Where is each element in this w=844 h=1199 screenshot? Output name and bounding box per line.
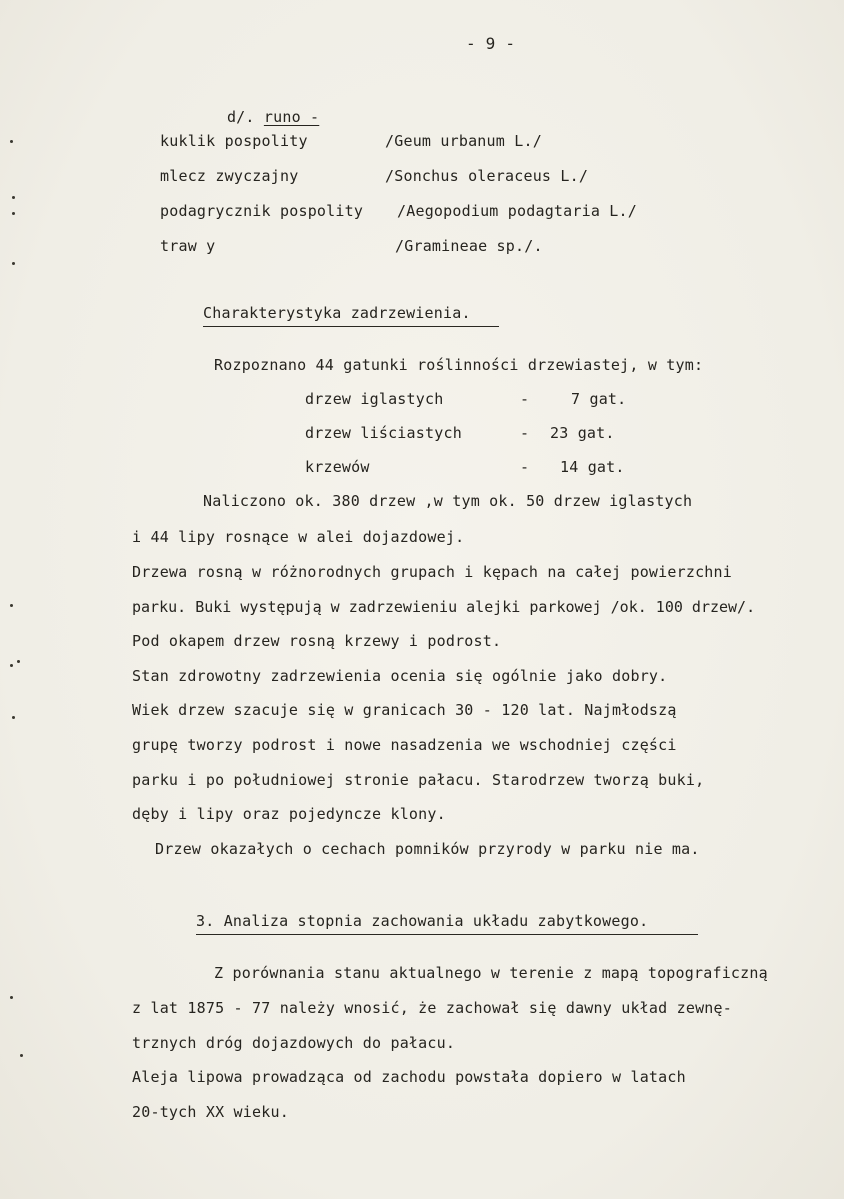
scan-speck	[10, 604, 13, 607]
tree-count-dash: -	[520, 458, 530, 476]
paragraph-line: Naliczono ok. 380 drzew ,w tym ok. 50 drzew iglastych	[203, 492, 693, 510]
scan-speck	[10, 664, 13, 667]
scan-speck	[10, 996, 13, 999]
paragraph-line: parku i po południowej stronie pałacu. Starodrzew tworzą buki,	[132, 771, 705, 789]
scan-speck	[20, 1054, 23, 1057]
plant-latin: /Sonchus oleraceus L./	[385, 167, 589, 185]
section-d-title: runo -	[263, 108, 320, 126]
plant-latin: /Gramineae sp./.	[395, 237, 543, 255]
section3-heading: 3. Analiza stopnia zachowania układu zabytkowego.	[196, 912, 649, 930]
plant-latin: /Geum urbanum L./	[385, 132, 542, 150]
paragraph-line: Stan zdrowotny zadrzewienia ocenia się ogólnie jako dobry.	[132, 667, 668, 685]
plant-name: podagrycznik pospolity	[160, 202, 364, 220]
scan-speck	[10, 140, 13, 143]
paragraph-line: Pod okapem drzew rosną krzewy i podrost.	[132, 632, 502, 650]
scan-speck	[12, 716, 15, 719]
paragraph-line: trznych dróg dojazdowych do pałacu.	[132, 1034, 456, 1052]
tree-count-dash: -	[520, 390, 530, 408]
tree-count-value: 7 gat.	[571, 390, 627, 408]
section3-heading-rule	[196, 934, 698, 935]
paragraph-line: z lat 1875 - 77 należy wnosić, że zachował się dawny układ zewnę-	[132, 999, 732, 1017]
plant-name: mlecz zwyczajny	[160, 167, 299, 185]
paragraph-line: dęby i lipy oraz pojedyncze klony.	[132, 805, 446, 823]
paragraph-line: Drzewa rosną w różnorodnych grupach i kępach na całej powierzchni	[132, 563, 732, 581]
tree-heading-rule	[203, 326, 499, 327]
paragraph-line: grupę tworzy podrost i nowe nasadzenia we wschodniej części	[132, 736, 677, 754]
tree-count-value: 23 gat.	[550, 424, 615, 442]
paragraph-line: Drzew okazałych o cechach pomników przyrody w parku nie ma.	[155, 840, 700, 858]
tree-intro: Rozpoznano 44 gatunki roślinności drzewiastej, w tym:	[214, 356, 704, 374]
plant-latin: /Aegopodium podagtaria L./	[397, 202, 637, 220]
section-d-prefix: d/.	[226, 108, 264, 126]
tree-count-value: 14 gat.	[560, 458, 625, 476]
plant-name: kuklik pospolity	[160, 132, 308, 150]
plant-name: traw y	[160, 237, 216, 255]
scan-speck	[12, 196, 15, 199]
paragraph-line: i 44 lipy rosnące w alei dojazdowej.	[132, 528, 465, 546]
tree-count-label: krzewów	[305, 458, 370, 476]
scan-speck	[12, 262, 15, 265]
tree-count-label: drzew liściastych	[305, 424, 462, 442]
page-number: - 9 -	[466, 34, 516, 53]
paragraph-line: Wiek drzew szacuje się w granicach 30 - 120 lat. Najmłodszą	[132, 701, 677, 719]
tree-heading: Charakterystyka zadrzewienia.	[203, 304, 471, 322]
tree-count-dash: -	[520, 424, 530, 442]
paragraph-line: Aleja lipowa prowadząca od zachodu powstała dopiero w latach	[132, 1068, 686, 1086]
paragraph-line: Z porównania stanu aktualnego w terenie z mapą topograficzną	[214, 964, 768, 982]
tree-count-label: drzew iglastych	[305, 390, 444, 408]
scan-speck	[17, 660, 20, 663]
paragraph-line: parku. Buki występują w zadrzewieniu alejki parkowej /ok. 100 drzew/.	[132, 598, 756, 616]
paragraph-line: 20-tych XX wieku.	[132, 1103, 289, 1121]
scan-speck	[12, 212, 15, 215]
